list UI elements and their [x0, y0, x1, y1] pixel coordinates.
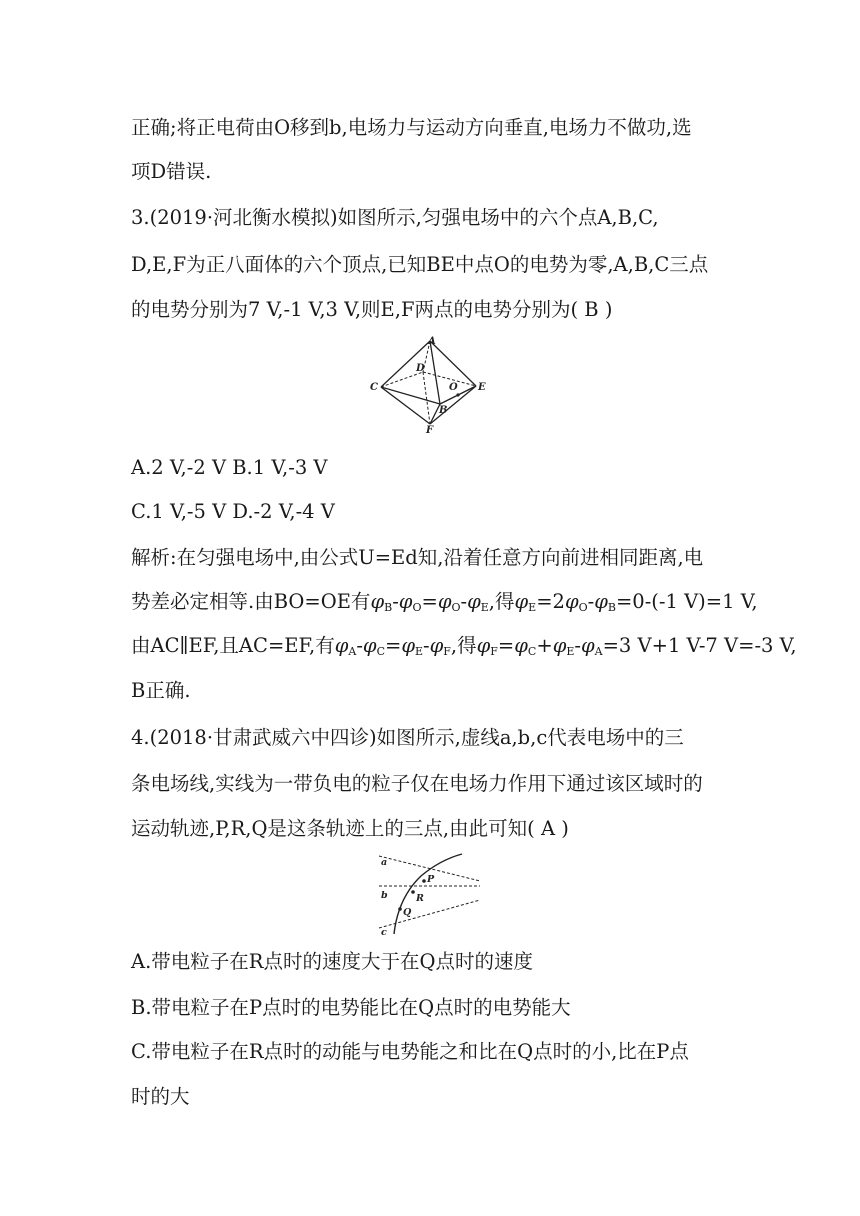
line-label-c: c [381, 927, 387, 936]
intro-line-1: 正确;将正电荷由O移到b,电场力与运动方向垂直,电场力不做功,选 [131, 116, 692, 139]
q4-stem-line-3: 运动轨迹,P,R,Q是这条轨迹上的三点,由此可知( A ) [131, 817, 569, 840]
point-label-P: P [427, 874, 435, 885]
q4-option-c-line-2: 时的大 [131, 1085, 190, 1108]
q4-stem-line-1: 4.(2018·甘肃武威六中四诊)如图所示,虚线a,b,c代表电场中的三 [131, 726, 684, 749]
q3-analysis-line-1: 解析:在匀强电场中,由公式U=Ed知,沿着任意方向前进相同距离,电 [131, 546, 704, 569]
line-label-b: b [381, 890, 388, 901]
q3-stem-line-2: D,E,F为正八面体的六个顶点,已知BE中点O的电势为零,A,B,C三点 [131, 253, 709, 276]
intro-line-2: 项D错误. [131, 160, 212, 183]
vertex-label-D: D [416, 363, 425, 374]
point-label-O: O [449, 382, 458, 393]
q3-stem-line-3: 的电势分别为7 V,-1 V,3 V,则E,F两点的电势分别为( B ) [131, 298, 613, 321]
point-label-Q: Q [403, 907, 412, 918]
q4-option-b: B.带电粒子在P点时的电势能比在Q点时的电势能大 [131, 996, 571, 1019]
field-lines-figure [376, 848, 484, 940]
q3-stem-line-1: 3.(2019·河北衡水模拟)如图所示,匀强电场中的六个点A,B,C, [131, 206, 659, 229]
vertex-label-B: B [439, 405, 448, 416]
q3-options-line-2: C.1 V,-5 V D.-2 V,-4 V [131, 500, 335, 523]
q4-option-c-line-1: C.带电粒子在R点时的动能与电势能之和比在Q点时的小,比在P点 [131, 1040, 689, 1063]
q4-stem-line-2: 条电场线,实线为一带负电的粒子仅在电场力作用下通过该区域时的 [131, 772, 703, 795]
point-label-R: R [416, 893, 424, 904]
q3-analysis-line-2: 势差必定相等.由BO=OE有$\varphi_B-\varphi_O=\varphi_O-\varphi_E$,得$\varphi_E=2\varphi_O-\varphi_B=0-(-1$ V)=1 V, [131, 590, 758, 614]
vertex-label-A: A [428, 336, 436, 347]
q4-option-a: A.带电粒子在R点时的速度大于在Q点时的速度 [131, 950, 533, 973]
q3-options-line-1: A.2 V,-2 V B.1 V,-3 V [131, 456, 328, 479]
line-label-a: a [381, 857, 388, 868]
octahedron-figure [364, 334, 494, 438]
q3-analysis-line-3: 由AC∥EF,且AC=EF,有$\varphi_A-\varphi_C=\varphi_E-\varphi_F$,得$\varphi_F=\varphi_C+\varphi_E-\varphi_A=3$ V+1 V-7 V=-3 V, [131, 634, 797, 658]
q3-analysis-line-4: B正确. [131, 679, 191, 702]
vertex-label-C: C [370, 382, 378, 393]
vertex-label-E: E [478, 382, 486, 393]
vertex-label-F: F [426, 425, 434, 434]
